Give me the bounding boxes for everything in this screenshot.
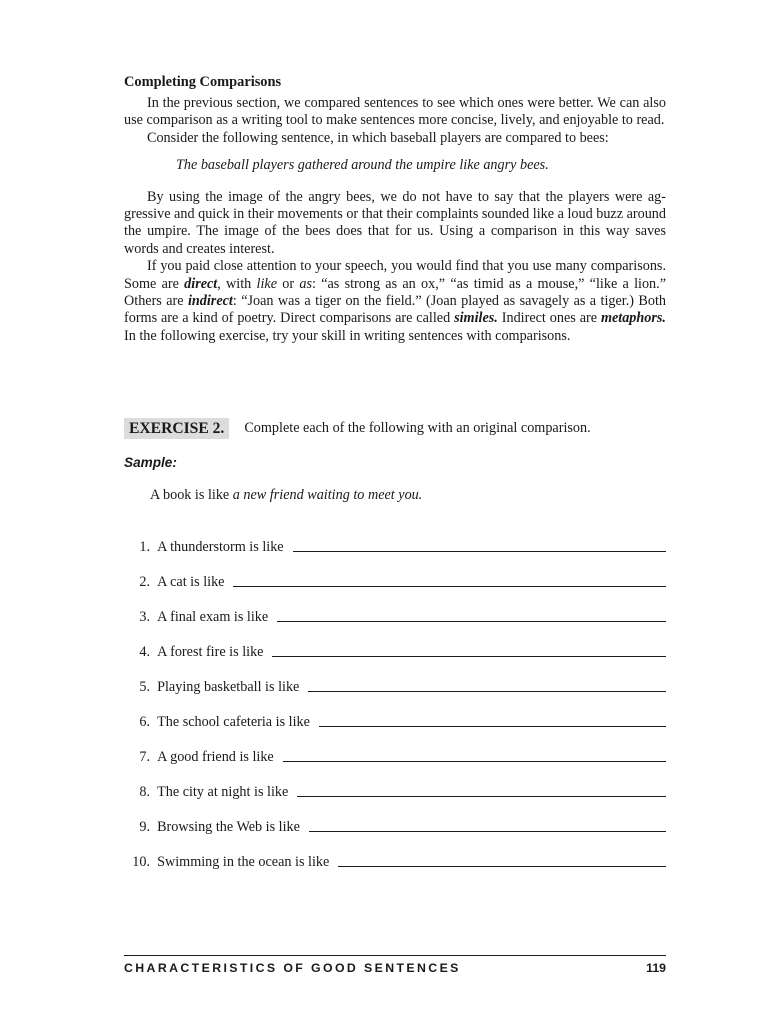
sample-label: Sample: bbox=[124, 455, 177, 470]
item-number: 6. bbox=[139, 714, 150, 730]
exercise-item bbox=[124, 661, 666, 696]
answer-line[interactable] bbox=[308, 690, 666, 692]
exercise-header bbox=[124, 418, 666, 439]
exercise-item bbox=[124, 556, 666, 591]
running-footer-title: CHARACTERISTICS OF GOOD SENTENCES bbox=[124, 961, 461, 975]
term-similes: similes. bbox=[454, 310, 498, 327]
exercise-label: EXERCISE 2. bbox=[124, 418, 229, 439]
sample-answer: a new friend waiting to meet you. bbox=[232, 487, 423, 503]
sample-lead: A book is like bbox=[150, 487, 233, 503]
answer-line[interactable] bbox=[277, 620, 666, 622]
exercise-item bbox=[124, 836, 666, 871]
sample-sentence bbox=[150, 487, 422, 504]
term-metaphors: metaphors. bbox=[600, 310, 666, 327]
item-prompt: Playing basketball is like bbox=[157, 679, 300, 695]
item-number: 3. bbox=[139, 609, 150, 625]
answer-line[interactable] bbox=[297, 795, 666, 797]
item-prompt: A final exam is like bbox=[157, 609, 269, 625]
exercise-item bbox=[124, 801, 666, 836]
p4-text-4: : “as strong as an ox,” “as timid as a mouse,” “like a lion.” Others are bbox=[124, 275, 666, 310]
exercise-item bbox=[124, 696, 666, 731]
answer-line[interactable] bbox=[272, 655, 666, 657]
item-number: 8. bbox=[139, 784, 150, 800]
item-number: 4. bbox=[139, 644, 150, 660]
item-number: 9. bbox=[139, 819, 150, 835]
page-number: 119 bbox=[646, 961, 666, 975]
section-title: Completing Comparisons bbox=[124, 74, 282, 90]
text-body bbox=[124, 74, 666, 345]
answer-line[interactable] bbox=[293, 550, 666, 552]
paragraph-3: By using the image of the angry bees, we do not have to say that the players were aggressive and quick in their movements or that their complaints sounded like a loud buzz around the umpire. The image of the bees does that for us. Using a comparison in this way saves words and creates interest. bbox=[124, 188, 666, 257]
exercise-item bbox=[124, 766, 666, 801]
p4-text-5: : “Joan was a tiger on the field.” (Joan played as savagely as a tiger.) Both forms are a kind of poetry. Direct comparisons are called bbox=[124, 293, 666, 327]
exercise-item bbox=[124, 626, 666, 661]
p4-text-7: In the following exercise, try your skill in writing sentences with comparisons. bbox=[124, 327, 571, 344]
term-indirect: indirect bbox=[187, 293, 233, 310]
item-number: 10. bbox=[132, 854, 150, 870]
exercise-item bbox=[124, 591, 666, 626]
word-as: as bbox=[299, 275, 312, 292]
answer-line[interactable] bbox=[233, 585, 666, 587]
paragraph-1: In the previous section, we compared sentences to see which ones were better. We can also use comparison as a writing tool to make sentences more concise, lively, and enjoyable to read. bbox=[124, 95, 666, 129]
exercise-instruction: Complete each of the following with an original comparison. bbox=[244, 420, 591, 436]
p4-text-6: Indirect ones are bbox=[497, 310, 601, 327]
term-direct: direct bbox=[184, 275, 218, 292]
exercise-item bbox=[124, 731, 666, 766]
item-prompt: Browsing the Web is like bbox=[157, 819, 300, 835]
item-prompt: A good friend is like bbox=[157, 749, 274, 765]
item-number: 7. bbox=[139, 749, 150, 765]
item-number: 2. bbox=[139, 574, 150, 590]
item-prompt: The school cafeteria is like bbox=[157, 714, 310, 730]
paragraph-4 bbox=[124, 258, 666, 345]
item-prompt: A thunderstorm is like bbox=[157, 539, 284, 555]
page-footer bbox=[124, 955, 666, 975]
example-quote: The baseball players gathered around the umpire like angry bees. bbox=[176, 157, 549, 174]
p4-text-3: or bbox=[277, 275, 300, 292]
answer-line[interactable] bbox=[319, 725, 666, 727]
item-prompt: A forest fire is like bbox=[157, 644, 264, 660]
item-prompt: A cat is like bbox=[157, 574, 225, 590]
item-prompt: The city at night is like bbox=[157, 784, 289, 800]
word-like: like bbox=[256, 275, 278, 292]
p4-text-1: If you paid close attention to your speech, you would find that you use many comparisons. Some are bbox=[124, 258, 666, 292]
answer-line[interactable] bbox=[309, 830, 666, 832]
exercise-items bbox=[124, 521, 666, 871]
item-number: 1. bbox=[139, 539, 150, 555]
item-prompt: Swimming in the ocean is like bbox=[157, 854, 330, 870]
p4-text-2: , with bbox=[217, 275, 257, 292]
paragraph-2: Consider the following sentence, in which baseball players are compared to bees: bbox=[147, 129, 609, 146]
answer-line[interactable] bbox=[338, 865, 666, 867]
item-number: 5. bbox=[139, 679, 150, 695]
answer-line[interactable] bbox=[283, 760, 666, 762]
exercise-item bbox=[124, 521, 666, 556]
